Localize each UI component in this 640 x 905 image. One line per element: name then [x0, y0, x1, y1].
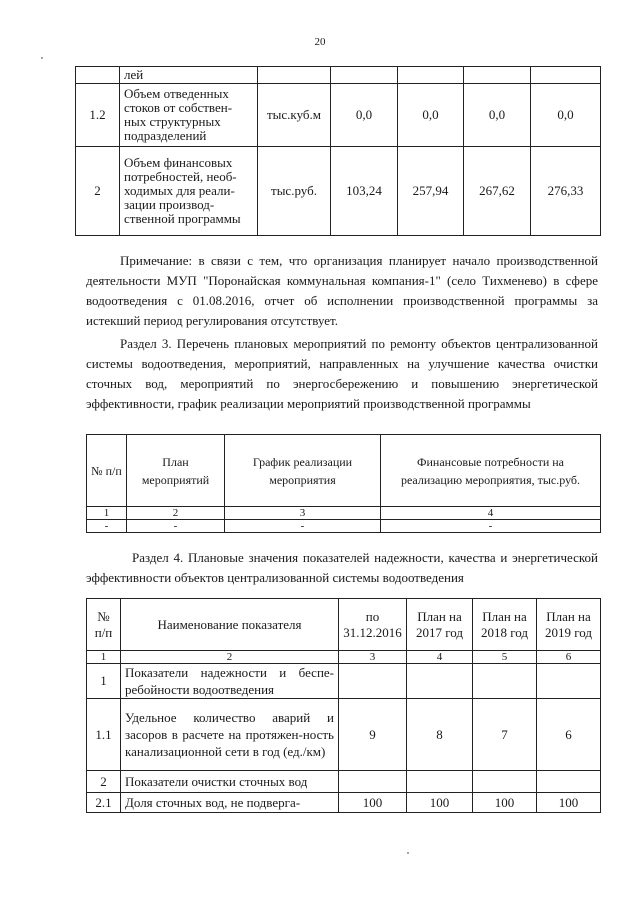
value-cell: 0,0: [531, 84, 601, 147]
indicator-name: Показатели надежности и беспе-ребойности водоотведения: [121, 664, 339, 699]
table-cell: -: [127, 520, 225, 533]
row-number: 1: [87, 664, 121, 699]
row-number: 2: [87, 771, 121, 793]
scan-speck: [407, 852, 409, 854]
indicator-name: лей: [120, 67, 258, 84]
column-header: График реализации мероприятия: [225, 435, 381, 507]
table-cell: -: [381, 520, 601, 533]
column-number: 5: [473, 651, 537, 664]
column-number: 4: [381, 507, 601, 520]
section-4-heading: Раздел 4. Плановые значения показателей надежности, качества и энергетической эффективности объектов централизованной системы водоотведения: [86, 550, 598, 585]
value-cell: [407, 664, 473, 699]
table-row: [87, 520, 601, 533]
value-cell: 6: [537, 699, 601, 771]
table-row: [76, 147, 601, 236]
column-number: 2: [121, 651, 339, 664]
value-cell: 276,33: [531, 147, 601, 236]
value-cell: [537, 771, 601, 793]
value-cell: [339, 664, 407, 699]
value-cell: 100: [407, 793, 473, 813]
value-cell: [339, 771, 407, 793]
row-number: 2: [76, 147, 120, 236]
column-number-row: [87, 651, 601, 664]
value-cell: [331, 67, 398, 84]
value-cell: 267,62: [464, 147, 531, 236]
column-number: 6: [537, 651, 601, 664]
indicator-name: Объем отведенных стоков от собствен-ных структурных подразделений: [120, 84, 258, 147]
value-cell: 7: [473, 699, 537, 771]
table-cell: -: [87, 520, 127, 533]
column-header: № п/п: [87, 599, 121, 651]
unit-cell: тыс.куб.м: [258, 84, 331, 147]
value-cell: [473, 771, 537, 793]
table-header-row: [87, 599, 601, 651]
value-cell: 103,24: [331, 147, 398, 236]
table-cell: -: [225, 520, 381, 533]
value-cell: [398, 67, 464, 84]
value-cell: [537, 664, 601, 699]
indicator-name: Объем финансовых потребностей, необ-ходимых для реали-зации производ-ственной программы: [120, 147, 258, 236]
unit-cell: [258, 67, 331, 84]
table-row: [87, 793, 601, 813]
page-number: 20: [314, 36, 326, 48]
row-number: [76, 67, 120, 84]
row-number: 2.1: [87, 793, 121, 813]
indicator-name: Доля сточных вод, не подверга-: [121, 793, 339, 813]
value-cell: 9: [339, 699, 407, 771]
table-row: [87, 699, 601, 771]
financial-table: [75, 66, 601, 236]
value-cell: [473, 664, 537, 699]
value-cell: [531, 67, 601, 84]
scan-speck: [41, 57, 43, 59]
indicator-name: Показатели очистки сточных вод: [121, 771, 339, 793]
column-header: Наименование показателя: [121, 599, 339, 651]
column-header: План на 2017 год: [407, 599, 473, 651]
column-number: 4: [407, 651, 473, 664]
value-cell: 0,0: [331, 84, 398, 147]
table-header-row: [87, 435, 601, 507]
column-number: 3: [339, 651, 407, 664]
column-number-row: [87, 507, 601, 520]
indicator-name: Удельное количество аварий и засоров в расчете на протяжен-ность канализационной сети в год (ед./км): [121, 699, 339, 771]
section-3-heading: Раздел 3. Перечень плановых мероприятий по ремонту объектов централизованной системы водоотведения, мероприятий, направленных на улучшение качества очистки сточных вод, мероприятий по энергосбережению и повышению энергетической эффективности, график реализации мероприятий производственной программы: [86, 336, 598, 411]
table-row: [76, 84, 601, 147]
value-cell: 8: [407, 699, 473, 771]
value-cell: 100: [537, 793, 601, 813]
column-header: № п/п: [87, 435, 127, 507]
table-row: [87, 664, 601, 699]
table-row: [87, 771, 601, 793]
value-cell: 100: [339, 793, 407, 813]
column-header: План мероприятий: [127, 435, 225, 507]
indicators-table: [86, 598, 601, 813]
value-cell: 0,0: [464, 84, 531, 147]
value-cell: 100: [473, 793, 537, 813]
unit-cell: тыс.руб.: [258, 147, 331, 236]
column-number: 1: [87, 651, 121, 664]
column-header: Финансовые потребности на реализацию мероприятия, тыс.руб.: [381, 435, 601, 507]
column-number: 1: [87, 507, 127, 520]
column-number: 3: [225, 507, 381, 520]
column-header: План на 2018 год: [473, 599, 537, 651]
table-row: [76, 67, 601, 84]
measures-table: [86, 434, 601, 533]
note-paragraph: Примечание: в связи с тем, что организация планирует начало производственной деятельности МУП "Поронайская коммунальная компания-1" (село Тихменево) в сфере водоотведения с 01.08.2016, отчет об исполнении производственной программы за истекший период регулирования отсутствует.: [86, 253, 598, 328]
column-number: 2: [127, 507, 225, 520]
value-cell: [407, 771, 473, 793]
row-number: 1.2: [76, 84, 120, 147]
column-header: План на 2019 год: [537, 599, 601, 651]
value-cell: [464, 67, 531, 84]
row-number: 1.1: [87, 699, 121, 771]
column-header: по 31.12.2016: [339, 599, 407, 651]
value-cell: 0,0: [398, 84, 464, 147]
value-cell: 257,94: [398, 147, 464, 236]
